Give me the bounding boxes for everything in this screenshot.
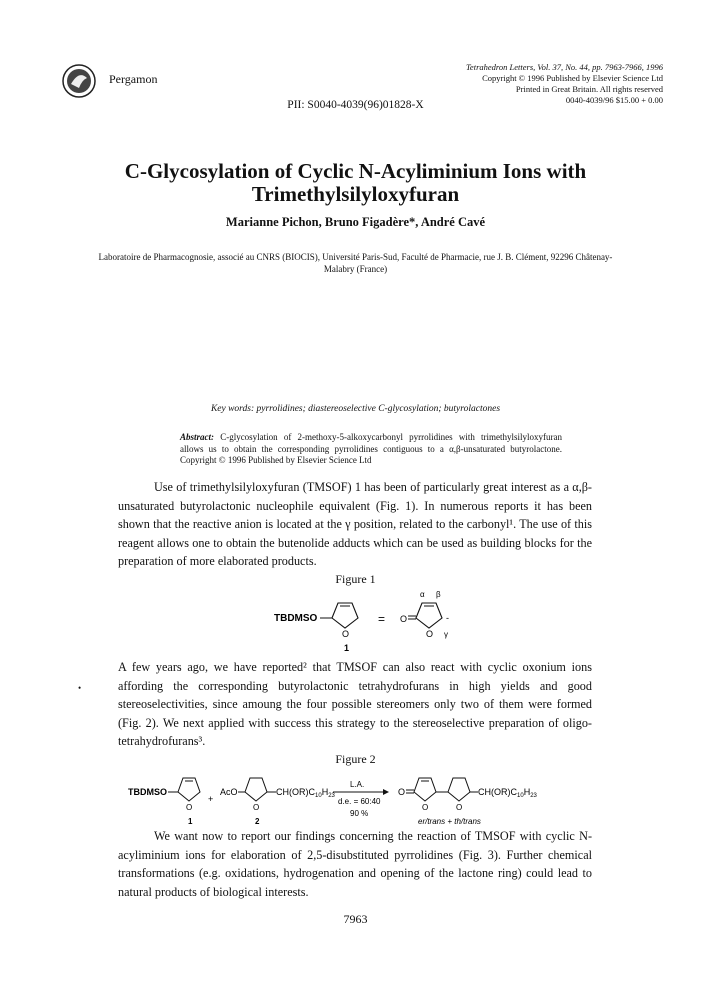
- compound-1-number: 1: [188, 817, 193, 826]
- plus-sign: +: [208, 794, 214, 804]
- copyright-line: Copyright © 1996 Published by Elsevier Science Ltd: [482, 73, 663, 83]
- paragraph-text: A few years ago, we have reported² that TMSOF can also react with cyclic oxonium ions affording the corresponding butyrolactonic tetrahydrofurans in high yields and good stereoselectivities, since amoung the four possible stereomers only two of them were formed (Fig. 2). We next applied with success this strategy to the stereoselective preparation of oligo-tetrahydrofurans³.: [118, 660, 592, 748]
- publisher-name: Pergamon: [109, 72, 158, 86]
- pergamon-logo: [62, 64, 96, 98]
- body-paragraph-1: [118, 478, 592, 571]
- ring-oxygen: O: [186, 803, 193, 812]
- paragraph-text: Use of trimethylsilyloxyfuran (TMSOF) 1 has been of particularly great interest as a α,β-unsaturated butyrolactonic nucleophile equivalent (Fig. 1). In numerous reports it has been shown that the reactive anion is located at the γ position, related to the carbonyl¹. The use of this reagent allows one to obtain the butenolide adducts which can be used as building blocks for the preparation of more elaborated products.: [118, 480, 592, 568]
- body-paragraph-2: [118, 658, 592, 751]
- product-ring-o-2: O: [456, 803, 463, 812]
- body-paragraph-3: [118, 827, 592, 901]
- affiliation: Laboratoire de Pharmacognosie, associé au CNRS (BIOCIS), Université Paris-Sud, Faculté de Pharmacie, rue J. B. Clément, 92296 Châtenay-Malabry (France): [98, 252, 613, 274]
- product-carbonyl-o: O: [398, 787, 406, 797]
- beta-label: β: [436, 590, 441, 599]
- aco-reagent: AcO: [220, 787, 238, 797]
- product-side-chain: $CH(OR)C_{10}H_{23}$: [478, 787, 537, 799]
- diastereomeric-excess: d.e. = 60:40: [338, 797, 381, 806]
- paper-title: C-Glycosylation of Cyclic N-Acyliminium Ions with Trimethylsilyloxyfuran: [124, 159, 587, 206]
- figure1-label: Figure 1: [335, 572, 376, 586]
- compound-number: 1: [344, 643, 350, 653]
- product-ring-o: O: [422, 803, 429, 812]
- yield: 90 %: [350, 809, 369, 818]
- abstract-text: C-glycosylation of 2-methoxy-5-alkoxycarbonyl pyrrolidines with trimethylsilyloxyfuran allows us to obtain the corresponding pyrrolidines contiguous to a α,β-unsaturated butyrolactone. Copyright © 1996 Published by Elsevier Science Ltd: [180, 432, 562, 465]
- ring-oxygen: O: [342, 629, 350, 639]
- keywords: Key words: pyrrolidines; diastereoselective C-glycosylation; butyrolactones: [210, 404, 501, 414]
- compound-2-number: 2: [255, 817, 260, 826]
- gamma-label: γ: [444, 630, 448, 639]
- printed-line: Printed in Great Britain. All rights reserved: [515, 84, 663, 94]
- journal-citation: Tetrahedron Letters, Vol. 37, No. 44, pp. 7963-7966, 1996: [465, 62, 663, 72]
- pii: PII: S0040-4039(96)01828-X: [287, 99, 424, 111]
- ring-oxygen-2: O: [426, 629, 434, 639]
- alpha-label: α: [420, 590, 425, 599]
- abstract-label: Abstract:: [180, 432, 215, 442]
- side-chain: $CH(OR)C_{10}H_{23}$: [276, 787, 335, 799]
- equals-sign: =: [378, 612, 386, 626]
- tbdmso-label: TBDMSO: [274, 613, 318, 624]
- figure2-label: Figure 2: [335, 752, 376, 766]
- tbdmso-reagent: TBDMSO: [128, 787, 167, 797]
- margin-mark: •: [78, 683, 82, 693]
- issn-line: 0040-4039/96 $15.00 + 0.00: [565, 95, 663, 105]
- carbonyl-oxygen: O: [400, 614, 408, 624]
- minus-charge: -: [446, 613, 449, 623]
- page-number: 7963: [343, 912, 368, 926]
- figure1-diagram: [250, 585, 460, 655]
- product-stereo-label: er/trans + th/trans: [418, 817, 481, 826]
- authors: Marianne Pichon, Bruno Figadère*, André Cavé: [225, 215, 486, 229]
- arrow-top-label: L.A.: [350, 780, 365, 789]
- abstract: [180, 432, 562, 467]
- paragraph-text: We want now to report our findings concerning the reaction of TMSOF with cyclic N-acyliminium ions for elaboration of 2,5-disubstituted pyrrolidines (Fig. 3). Further chemical transformations (e.g. oxidations, hydrogenation and opening of the lactone ring) could lead to natural products of biological interests.: [118, 829, 592, 899]
- ring-oxygen-2: O: [253, 803, 260, 812]
